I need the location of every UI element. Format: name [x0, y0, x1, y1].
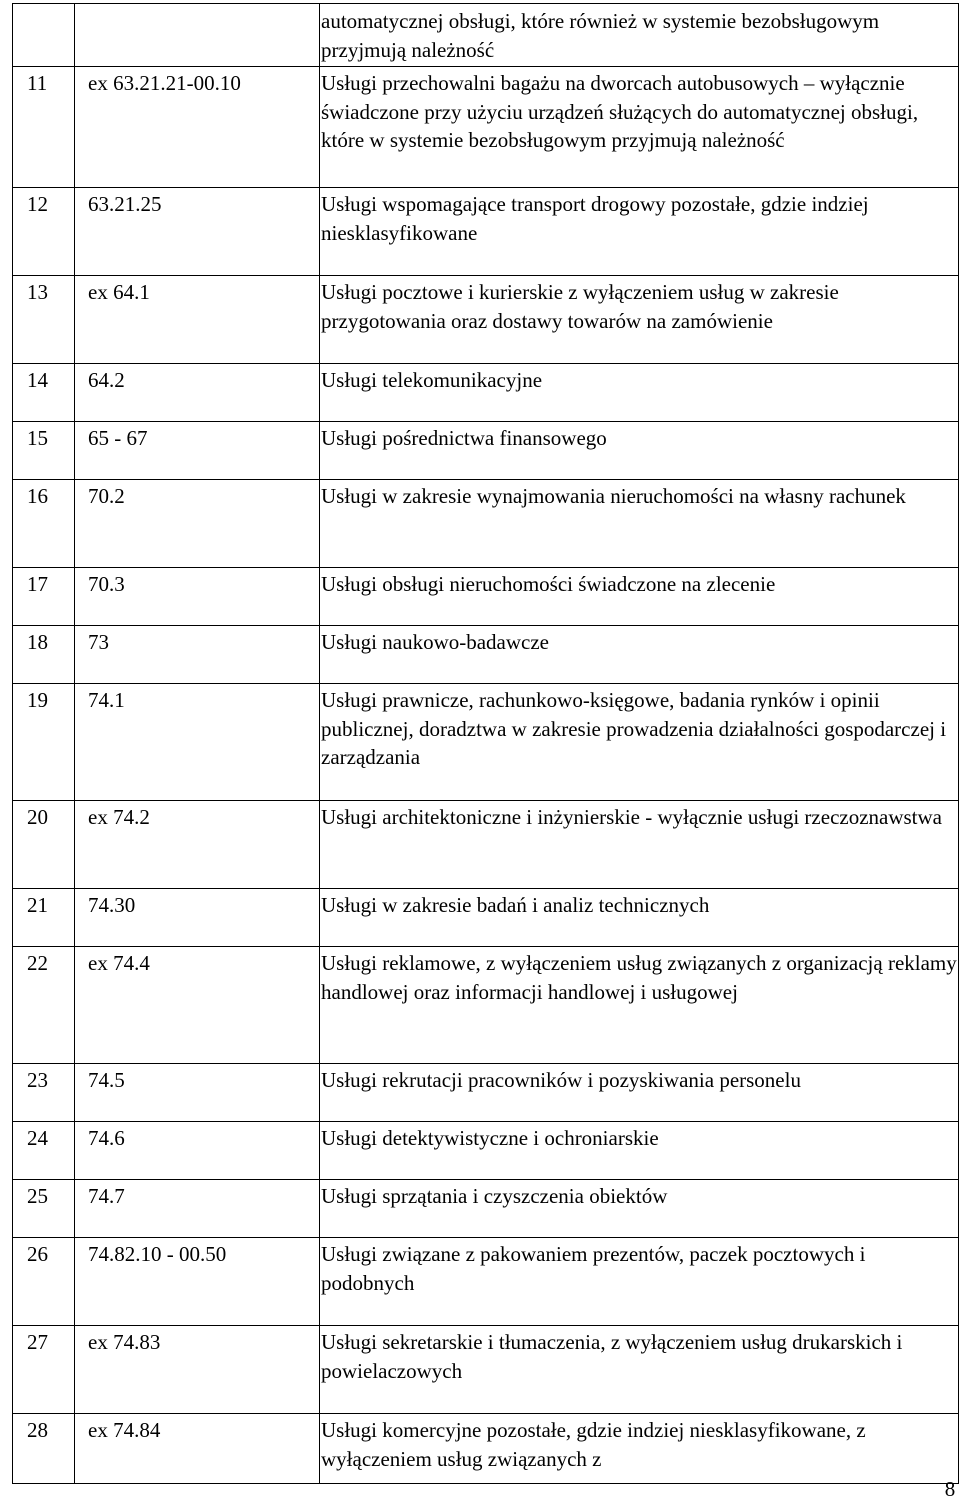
row-service-name: Usługi pocztowe i kurierskie z wyłączeniem usług w zakresie przygotowania oraz dostawy towarów na zamówienie: [320, 276, 959, 364]
row-code: 65 - 67: [75, 422, 320, 480]
row-service-name: Usługi naukowo-badawcze: [320, 626, 959, 684]
row-service-name: Usługi wspomagające transport drogowy pozostałe, gdzie indziej niesklasyfikowane: [320, 188, 959, 276]
row-service-name: automatycznej obsługi, które również w systemie bezobsługowym przyjmują należność: [320, 4, 959, 67]
row-code: 74.5: [75, 1064, 320, 1122]
row-code: ex 74.4: [75, 947, 320, 1064]
row-number: 18: [13, 626, 75, 684]
row-service-name: Usługi związane z pakowaniem prezentów, paczek pocztowych i podobnych: [320, 1238, 959, 1326]
row-code: ex 64.1: [75, 276, 320, 364]
row-code: 73: [75, 626, 320, 684]
row-number: 19: [13, 684, 75, 801]
row-code: ex 63.21.21-00.10: [75, 67, 320, 188]
table-row: [13, 1414, 959, 1484]
row-service-name: Usługi architektoniczne i inżynierskie - wyłącznie usługi rzeczoznawstwa: [320, 801, 959, 889]
row-number: 23: [13, 1064, 75, 1122]
row-number: 24: [13, 1122, 75, 1180]
row-code: 74.82.10 - 00.50: [75, 1238, 320, 1326]
row-number: 11: [13, 67, 75, 188]
row-service-name: Usługi sekretarskie i tłumaczenia, z wyłączeniem usług drukarskich i powielaczowych: [320, 1326, 959, 1414]
table-row: [13, 364, 959, 422]
row-code: [75, 4, 320, 67]
row-number: 14: [13, 364, 75, 422]
row-code: 74.1: [75, 684, 320, 801]
row-number: 22: [13, 947, 75, 1064]
services-table: [12, 3, 959, 1484]
row-number: 16: [13, 480, 75, 568]
table-row: [13, 480, 959, 568]
row-code: ex 74.84: [75, 1414, 320, 1484]
row-service-name: Usługi obsługi nieruchomości świadczone na zlecenie: [320, 568, 959, 626]
row-service-name: Usługi w zakresie wynajmowania nieruchomości na własny rachunek: [320, 480, 959, 568]
row-service-name: Usługi komercyjne pozostałe, gdzie indziej niesklasyfikowane, z wyłączeniem usług związanych z: [320, 1414, 959, 1484]
table-row: [13, 1064, 959, 1122]
table-row: [13, 276, 959, 364]
row-service-name: Usługi reklamowe, z wyłączeniem usług związanych z organizacją reklamy handlowej oraz informacji handlowej i usługowej: [320, 947, 959, 1064]
table-row: [13, 889, 959, 947]
table-row: [13, 4, 959, 67]
row-number: 15: [13, 422, 75, 480]
row-number: 26: [13, 1238, 75, 1326]
row-number: 13: [13, 276, 75, 364]
table-row: [13, 1122, 959, 1180]
row-service-name: Usługi detektywistyczne i ochroniarskie: [320, 1122, 959, 1180]
row-code: 64.2: [75, 364, 320, 422]
row-code: 70.2: [75, 480, 320, 568]
table-row: [13, 67, 959, 188]
row-code: 74.6: [75, 1122, 320, 1180]
row-number: 12: [13, 188, 75, 276]
table-row: [13, 684, 959, 801]
row-number: 25: [13, 1180, 75, 1238]
row-service-name: Usługi rekrutacji pracowników i pozyskiwania personelu: [320, 1064, 959, 1122]
row-number: 20: [13, 801, 75, 889]
table-row: [13, 947, 959, 1064]
table-row: [13, 801, 959, 889]
table-row: [13, 422, 959, 480]
table-row: [13, 568, 959, 626]
row-code: 63.21.25: [75, 188, 320, 276]
table-row: [13, 626, 959, 684]
row-service-name: Usługi sprzątania i czyszczenia obiektów: [320, 1180, 959, 1238]
table-row: [13, 1180, 959, 1238]
row-number: 21: [13, 889, 75, 947]
row-service-name: Usługi w zakresie badań i analiz technicznych: [320, 889, 959, 947]
table-row: [13, 1238, 959, 1326]
row-code: 74.30: [75, 889, 320, 947]
row-code: ex 74.83: [75, 1326, 320, 1414]
table-row: [13, 188, 959, 276]
page-number: 8: [944, 1477, 956, 1501]
row-service-name: Usługi prawnicze, rachunkowo-księgowe, badania rynków i opinii publicznej, doradztwa w zakresie prowadzenia działalności gospodarczej i zarządzania: [320, 684, 959, 801]
row-number: [13, 4, 75, 67]
row-number: 17: [13, 568, 75, 626]
row-code: ex 74.2: [75, 801, 320, 889]
row-service-name: Usługi telekomunikacyjne: [320, 364, 959, 422]
table-row: [13, 1326, 959, 1414]
row-number: 27: [13, 1326, 75, 1414]
row-service-name: Usługi pośrednictwa finansowego: [320, 422, 959, 480]
row-code: 74.7: [75, 1180, 320, 1238]
row-service-name: Usługi przechowalni bagażu na dworcach autobusowych – wyłącznie świadczone przy użyciu urządzeń służących do automatycznej obsługi, które w systemie bezobsługowym przyjmują należność: [320, 67, 959, 188]
row-code: 70.3: [75, 568, 320, 626]
row-number: 28: [13, 1414, 75, 1484]
